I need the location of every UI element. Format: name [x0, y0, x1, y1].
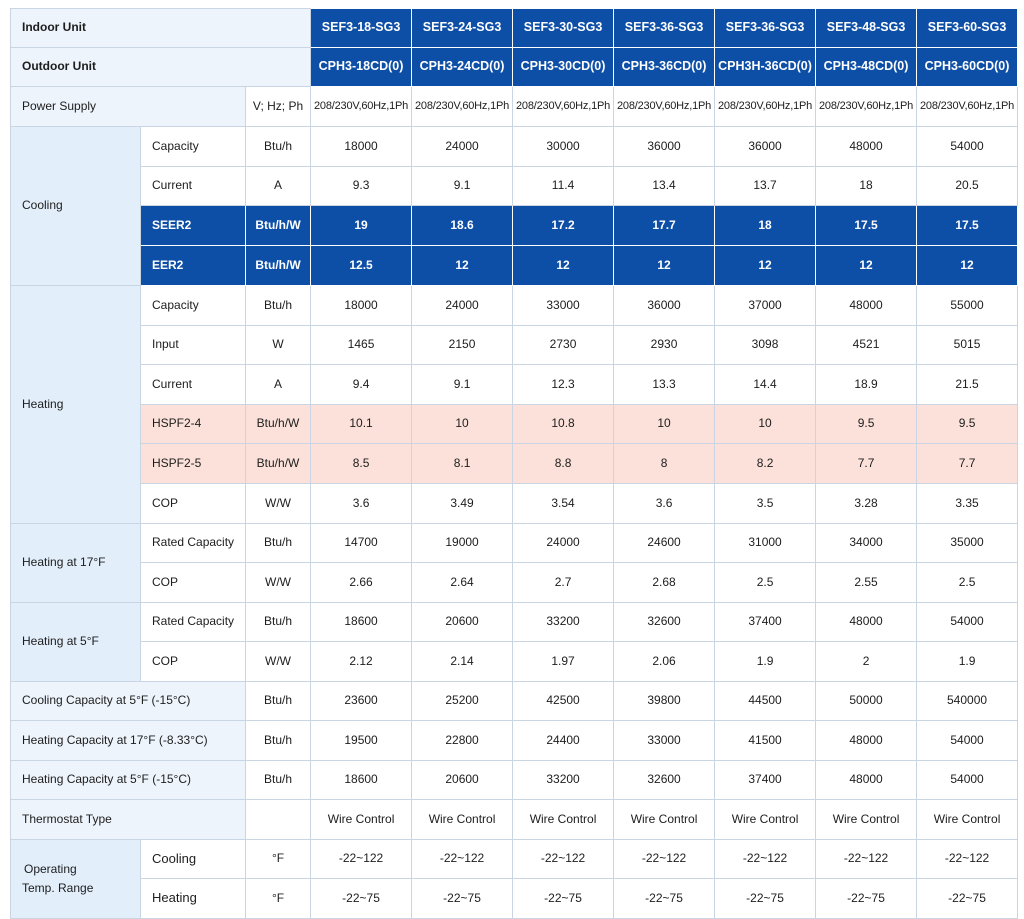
- value-cell: 11.4: [513, 167, 614, 206]
- row-label: Rated Capacity: [141, 603, 246, 642]
- value-cell: 34000: [816, 524, 917, 563]
- row-label: Capacity: [141, 286, 246, 326]
- value-cell: 48000: [816, 761, 917, 800]
- table-row: [11, 840, 1018, 879]
- value-cell: 18000: [311, 127, 412, 167]
- table-row: [11, 642, 1018, 682]
- value-cell: 54000: [917, 761, 1018, 800]
- table-row: [11, 167, 1018, 206]
- value-cell: 208/230V,60Hz,1Ph: [412, 87, 513, 127]
- value-cell: 17.7: [614, 206, 715, 246]
- table-row: [11, 761, 1018, 800]
- value-cell: 33000: [614, 721, 715, 761]
- value-cell: 20600: [412, 603, 513, 642]
- indoor-model-header: SEF3-18-SG3: [311, 9, 412, 48]
- value-cell: 20600: [412, 761, 513, 800]
- value-cell: 2: [816, 642, 917, 682]
- row-label: EER2: [141, 246, 246, 286]
- unit-cell: Btu/h: [246, 682, 311, 721]
- value-cell: 208/230V,60Hz,1Ph: [917, 87, 1018, 127]
- value-cell: 1.9: [917, 642, 1018, 682]
- value-cell: 54000: [917, 603, 1018, 642]
- value-cell: 9.1: [412, 167, 513, 206]
- value-cell: 33200: [513, 761, 614, 800]
- value-cell: 18000: [311, 286, 412, 326]
- value-cell: 54000: [917, 721, 1018, 761]
- value-cell: 30000: [513, 127, 614, 167]
- value-cell: 7.7: [816, 444, 917, 484]
- value-cell: -22~122: [917, 840, 1018, 879]
- value-cell: Wire Control: [311, 800, 412, 840]
- value-cell: 33000: [513, 286, 614, 326]
- value-cell: -22~122: [816, 840, 917, 879]
- value-cell: 12: [715, 246, 816, 286]
- value-cell: 9.3: [311, 167, 412, 206]
- value-cell: 24600: [614, 524, 715, 563]
- value-cell: 2.5: [917, 563, 1018, 603]
- value-cell: 19: [311, 206, 412, 246]
- unit-cell: A: [246, 167, 311, 206]
- value-cell: 8.1: [412, 444, 513, 484]
- unit-cell: Btu/h/W: [246, 405, 311, 444]
- table-row: [11, 484, 1018, 524]
- value-cell: 48000: [816, 286, 917, 326]
- table-row: [11, 246, 1018, 286]
- value-cell: 10: [412, 405, 513, 444]
- table-row: [11, 286, 1018, 326]
- value-cell: Wire Control: [412, 800, 513, 840]
- value-cell: 3.5: [715, 484, 816, 524]
- heating-5f-group-label: Heating at 5°F: [11, 603, 141, 682]
- value-cell: 21.5: [917, 365, 1018, 405]
- unit-cell: Btu/h: [246, 603, 311, 642]
- value-cell: 9.5: [816, 405, 917, 444]
- value-cell: 208/230V,60Hz,1Ph: [311, 87, 412, 127]
- value-cell: 12: [614, 246, 715, 286]
- value-cell: 41500: [715, 721, 816, 761]
- row-label: Input: [141, 326, 246, 365]
- value-cell: Wire Control: [816, 800, 917, 840]
- unit-cell: °F: [246, 879, 311, 919]
- row-label: Heating: [141, 879, 246, 919]
- value-cell: 13.7: [715, 167, 816, 206]
- value-cell: 2.66: [311, 563, 412, 603]
- row-label: Capacity: [141, 127, 246, 167]
- value-cell: 208/230V,60Hz,1Ph: [715, 87, 816, 127]
- value-cell: 12: [816, 246, 917, 286]
- value-cell: 2.06: [614, 642, 715, 682]
- value-cell: 18600: [311, 761, 412, 800]
- value-cell: 1465: [311, 326, 412, 365]
- indoor-model-header: SEF3-36-SG3: [614, 9, 715, 48]
- value-cell: 4521: [816, 326, 917, 365]
- value-cell: 14.4: [715, 365, 816, 405]
- value-cell: 25200: [412, 682, 513, 721]
- value-cell: 12.3: [513, 365, 614, 405]
- indoor-model-header: SEF3-36-SG3: [715, 9, 816, 48]
- value-cell: 39800: [614, 682, 715, 721]
- outdoor-model-header: CPH3-36CD(0): [614, 48, 715, 87]
- value-cell: 2.55: [816, 563, 917, 603]
- table-row: [11, 365, 1018, 405]
- outdoor-model-header: CPH3-48CD(0): [816, 48, 917, 87]
- value-cell: 2150: [412, 326, 513, 365]
- value-cell: 37400: [715, 761, 816, 800]
- value-cell: 23600: [311, 682, 412, 721]
- value-cell: 37000: [715, 286, 816, 326]
- unit-cell: Btu/h: [246, 761, 311, 800]
- value-cell: -22~122: [311, 840, 412, 879]
- value-cell: -22~122: [412, 840, 513, 879]
- value-cell: 48000: [816, 721, 917, 761]
- unit-cell: [246, 800, 311, 840]
- unit-cell: Btu/h: [246, 524, 311, 563]
- value-cell: 24000: [513, 524, 614, 563]
- value-cell: 35000: [917, 524, 1018, 563]
- value-cell: 208/230V,60Hz,1Ph: [816, 87, 917, 127]
- value-cell: -22~122: [715, 840, 816, 879]
- value-cell: 37400: [715, 603, 816, 642]
- value-cell: 3.54: [513, 484, 614, 524]
- value-cell: 33200: [513, 603, 614, 642]
- value-cell: 36000: [715, 127, 816, 167]
- outdoor-model-header: CPH3-24CD(0): [412, 48, 513, 87]
- operating-label-line1: Operating: [24, 861, 77, 876]
- value-cell: Wire Control: [513, 800, 614, 840]
- value-cell: 10: [614, 405, 715, 444]
- row-label: SEER2: [141, 206, 246, 246]
- value-cell: -22~122: [614, 840, 715, 879]
- outdoor-model-header: CPH3-30CD(0): [513, 48, 614, 87]
- row-label: HSPF2-5: [141, 444, 246, 484]
- unit-cell: Btu/h: [246, 127, 311, 167]
- unit-cell: Btu/h/W: [246, 444, 311, 484]
- unit-cell: °F: [246, 840, 311, 879]
- heating-capacity-17f-label: Heating Capacity at 17°F (-8.33°C): [11, 721, 246, 761]
- value-cell: 12: [917, 246, 1018, 286]
- table-row: [11, 444, 1018, 484]
- value-cell: Wire Control: [614, 800, 715, 840]
- cooling-group-label: Cooling: [11, 127, 141, 286]
- value-cell: -22~122: [513, 840, 614, 879]
- indoor-model-header: SEF3-24-SG3: [412, 9, 513, 48]
- value-cell: 14700: [311, 524, 412, 563]
- table-row: [11, 800, 1018, 840]
- value-cell: 540000: [917, 682, 1018, 721]
- value-cell: -22~75: [412, 879, 513, 919]
- row-label: COP: [141, 563, 246, 603]
- value-cell: 9.1: [412, 365, 513, 405]
- heating-group-label: Heating: [11, 286, 141, 524]
- row-label: Rated Capacity: [141, 524, 246, 563]
- value-cell: 208/230V,60Hz,1Ph: [513, 87, 614, 127]
- value-cell: 10.8: [513, 405, 614, 444]
- value-cell: 2730: [513, 326, 614, 365]
- table-row: [11, 603, 1018, 642]
- value-cell: 48000: [816, 127, 917, 167]
- value-cell: 18.9: [816, 365, 917, 405]
- value-cell: 13.4: [614, 167, 715, 206]
- value-cell: -22~75: [816, 879, 917, 919]
- unit-cell: W/W: [246, 642, 311, 682]
- indoor-model-header: SEF3-48-SG3: [816, 9, 917, 48]
- outdoor-model-header: CPH3-60CD(0): [917, 48, 1018, 87]
- table-row: [11, 563, 1018, 603]
- row-label: Cooling: [141, 840, 246, 879]
- table-row: [11, 127, 1018, 167]
- value-cell: 5015: [917, 326, 1018, 365]
- value-cell: 17.5: [816, 206, 917, 246]
- unit-cell: Btu/h/W: [246, 246, 311, 286]
- table-row: [11, 721, 1018, 761]
- row-label: COP: [141, 484, 246, 524]
- value-cell: 54000: [917, 127, 1018, 167]
- table-row: [11, 9, 1018, 48]
- unit-cell: Btu/h: [246, 286, 311, 326]
- value-cell: 31000: [715, 524, 816, 563]
- unit-cell: Btu/h/W: [246, 206, 311, 246]
- value-cell: 208/230V,60Hz,1Ph: [614, 87, 715, 127]
- row-label: HSPF2-4: [141, 405, 246, 444]
- operating-temp-range-label: [11, 840, 141, 919]
- unit-cell: A: [246, 365, 311, 405]
- value-cell: 24000: [412, 286, 513, 326]
- value-cell: 19500: [311, 721, 412, 761]
- value-cell: 3.6: [311, 484, 412, 524]
- value-cell: 18: [715, 206, 816, 246]
- spec-table-container: [10, 8, 1017, 919]
- operating-label-line2: Temp. Range: [22, 881, 94, 895]
- unit-cell: V; Hz; Ph: [246, 87, 311, 127]
- value-cell: 32600: [614, 603, 715, 642]
- value-cell: -22~75: [715, 879, 816, 919]
- value-cell: 8.5: [311, 444, 412, 484]
- value-cell: 3.35: [917, 484, 1018, 524]
- value-cell: 10.1: [311, 405, 412, 444]
- value-cell: 50000: [816, 682, 917, 721]
- value-cell: 2.64: [412, 563, 513, 603]
- value-cell: 36000: [614, 286, 715, 326]
- value-cell: 1.9: [715, 642, 816, 682]
- table-row: [11, 87, 1018, 127]
- value-cell: 17.2: [513, 206, 614, 246]
- table-row: [11, 879, 1018, 919]
- heating-17f-group-label: Heating at 17°F: [11, 524, 141, 603]
- indoor-model-header: SEF3-60-SG3: [917, 9, 1018, 48]
- table-row: [11, 405, 1018, 444]
- table-row: [11, 206, 1018, 246]
- value-cell: 8.8: [513, 444, 614, 484]
- table-row: [11, 524, 1018, 563]
- indoor-model-header: SEF3-30-SG3: [513, 9, 614, 48]
- value-cell: 24400: [513, 721, 614, 761]
- value-cell: 9.4: [311, 365, 412, 405]
- row-label: Current: [141, 167, 246, 206]
- value-cell: 3.28: [816, 484, 917, 524]
- row-label: COP: [141, 642, 246, 682]
- value-cell: 36000: [614, 127, 715, 167]
- value-cell: Wire Control: [917, 800, 1018, 840]
- outdoor-unit-label: Outdoor Unit: [11, 48, 311, 87]
- indoor-unit-label: Indoor Unit: [11, 9, 311, 48]
- value-cell: 13.3: [614, 365, 715, 405]
- specification-table: [10, 8, 1018, 919]
- power-supply-label: Power Supply: [11, 87, 246, 127]
- value-cell: 19000: [412, 524, 513, 563]
- outdoor-model-header: CPH3-18CD(0): [311, 48, 412, 87]
- value-cell: 1.97: [513, 642, 614, 682]
- value-cell: 42500: [513, 682, 614, 721]
- value-cell: 18600: [311, 603, 412, 642]
- value-cell: 24000: [412, 127, 513, 167]
- value-cell: 3098: [715, 326, 816, 365]
- value-cell: 55000: [917, 286, 1018, 326]
- value-cell: 17.5: [917, 206, 1018, 246]
- unit-cell: W: [246, 326, 311, 365]
- value-cell: -22~75: [311, 879, 412, 919]
- value-cell: 2.14: [412, 642, 513, 682]
- value-cell: 8.2: [715, 444, 816, 484]
- unit-cell: W/W: [246, 563, 311, 603]
- value-cell: 8: [614, 444, 715, 484]
- unit-cell: W/W: [246, 484, 311, 524]
- value-cell: 18: [816, 167, 917, 206]
- value-cell: 12: [513, 246, 614, 286]
- value-cell: -22~75: [917, 879, 1018, 919]
- row-label: Current: [141, 365, 246, 405]
- value-cell: 3.49: [412, 484, 513, 524]
- value-cell: 44500: [715, 682, 816, 721]
- value-cell: 3.6: [614, 484, 715, 524]
- unit-cell: Btu/h: [246, 721, 311, 761]
- table-row: [11, 682, 1018, 721]
- cooling-capacity-5f-label: Cooling Capacity at 5°F (-15°C): [11, 682, 246, 721]
- value-cell: 12.5: [311, 246, 412, 286]
- value-cell: 12: [412, 246, 513, 286]
- value-cell: 22800: [412, 721, 513, 761]
- heating-capacity-5f-label: Heating Capacity at 5°F (-15°C): [11, 761, 246, 800]
- value-cell: 2.12: [311, 642, 412, 682]
- value-cell: -22~75: [614, 879, 715, 919]
- value-cell: 32600: [614, 761, 715, 800]
- value-cell: 7.7: [917, 444, 1018, 484]
- value-cell: 2.5: [715, 563, 816, 603]
- value-cell: 2.7: [513, 563, 614, 603]
- table-row: [11, 48, 1018, 87]
- value-cell: 2930: [614, 326, 715, 365]
- table-row: [11, 326, 1018, 365]
- value-cell: 18.6: [412, 206, 513, 246]
- thermostat-type-label: Thermostat Type: [11, 800, 246, 840]
- value-cell: Wire Control: [715, 800, 816, 840]
- value-cell: 10: [715, 405, 816, 444]
- value-cell: 9.5: [917, 405, 1018, 444]
- value-cell: 48000: [816, 603, 917, 642]
- value-cell: 2.68: [614, 563, 715, 603]
- value-cell: -22~75: [513, 879, 614, 919]
- outdoor-model-header: CPH3H-36CD(0): [715, 48, 816, 87]
- value-cell: 20.5: [917, 167, 1018, 206]
